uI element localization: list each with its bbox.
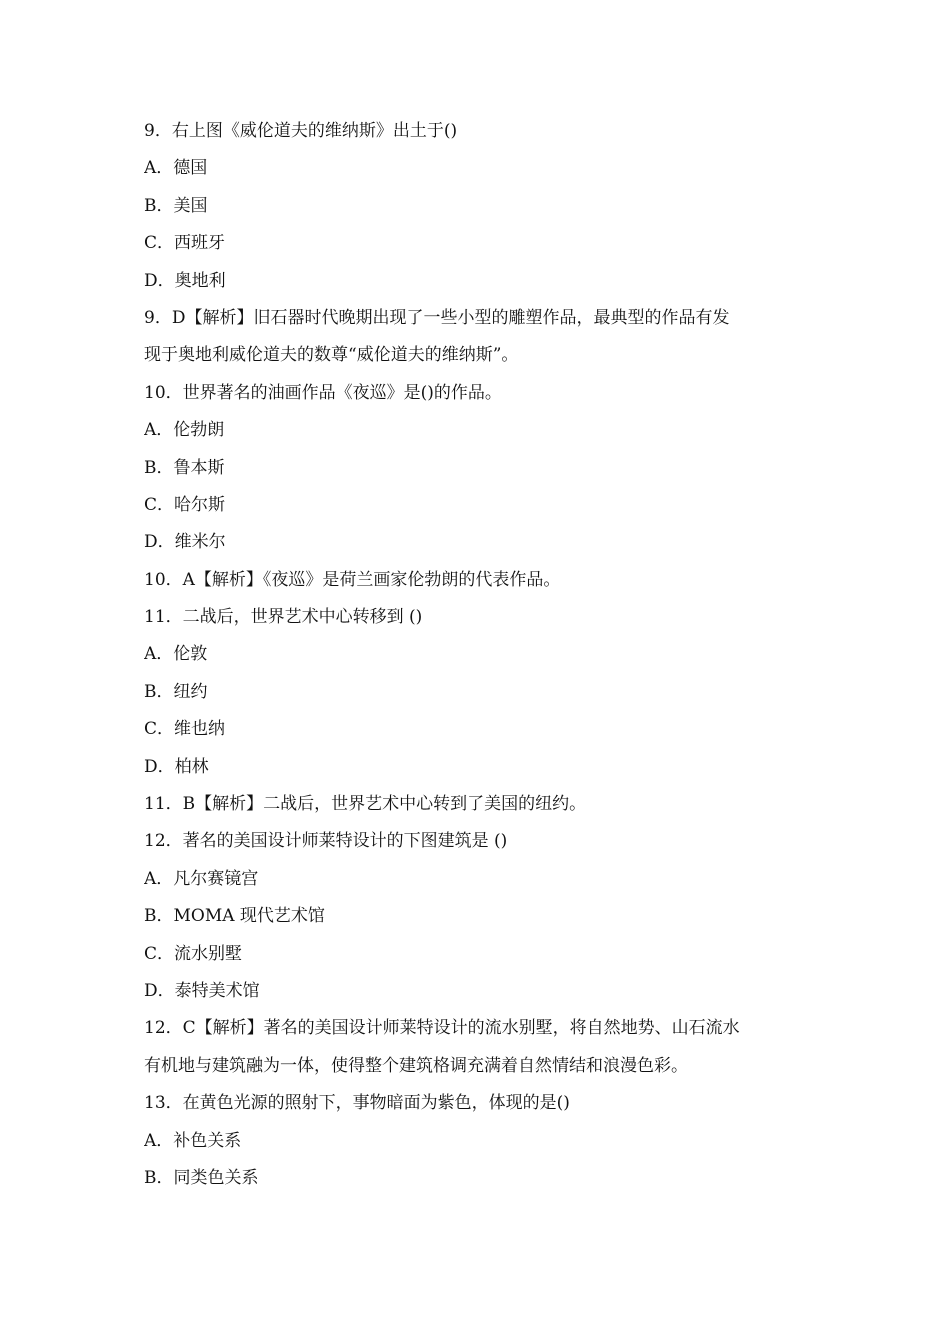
- answer-12-line-2: 有机地与建筑融为一体，使得整个建筑格调充满着自然情结和浪漫色彩。: [144, 1055, 688, 1076]
- answer-9-line-1: 9．D【解析】旧石器时代晚期出现了一些小型的雕塑作品，最典型的作品有发: [144, 307, 730, 328]
- answer-11: 11．B【解析】二战后，世界艺术中心转到了美国的纽约。: [144, 794, 587, 815]
- question-10: 10．世界著名的油画作品《夜巡》是()的作品。: [144, 382, 502, 403]
- question-11: 11．二战后，世界艺术中心转移到 (): [144, 607, 423, 628]
- answer-9-line-2: 现于奥地利威伦道夫的数尊“威伦道夫的维纳斯”。: [144, 345, 519, 366]
- option-d: D．维米尔: [144, 532, 226, 553]
- question-9: 9．右上图《威伦道夫的维纳斯》出土于(): [144, 121, 458, 141]
- option-d: D．柏林: [144, 756, 209, 777]
- option-d: D．奥地利: [144, 270, 226, 291]
- option-d: D．泰特美术馆: [144, 980, 260, 1001]
- option-b: B．同类色关系: [144, 1167, 259, 1188]
- option-b: B．鲁本斯: [144, 457, 225, 478]
- answer-12-line-1: 12．C【解析】著名的美国设计师莱特设计的流水别墅，将自然地势、山石流水: [144, 1018, 740, 1039]
- answer-10: 10．A【解析】《夜巡》是荷兰画家伦勃朗的代表作品。: [144, 569, 561, 590]
- option-a: A．伦敦: [144, 644, 208, 665]
- document-page: [144, 113, 824, 1197]
- option-b: B．美国: [144, 195, 208, 216]
- option-a: A．伦勃朗: [144, 420, 225, 441]
- question-12: 12．著名的美国设计师莱特设计的下图建筑是 (): [144, 831, 508, 852]
- option-b: B．纽约: [144, 681, 208, 702]
- question-13: 13．在黄色光源的照射下，事物暗面为紫色，体现的是(): [144, 1093, 570, 1114]
- option-c: C．维也纳: [144, 719, 226, 740]
- option-c: C．西班牙: [144, 233, 226, 254]
- option-c: C．哈尔斯: [144, 494, 226, 515]
- option-b: B．MOMA 现代艺术馆: [144, 906, 325, 927]
- option-c: C．流水别墅: [144, 943, 243, 964]
- option-a: A．凡尔赛镜宫: [144, 868, 259, 889]
- option-a: A．补色关系: [144, 1130, 242, 1151]
- option-a: A．德国: [144, 158, 208, 179]
